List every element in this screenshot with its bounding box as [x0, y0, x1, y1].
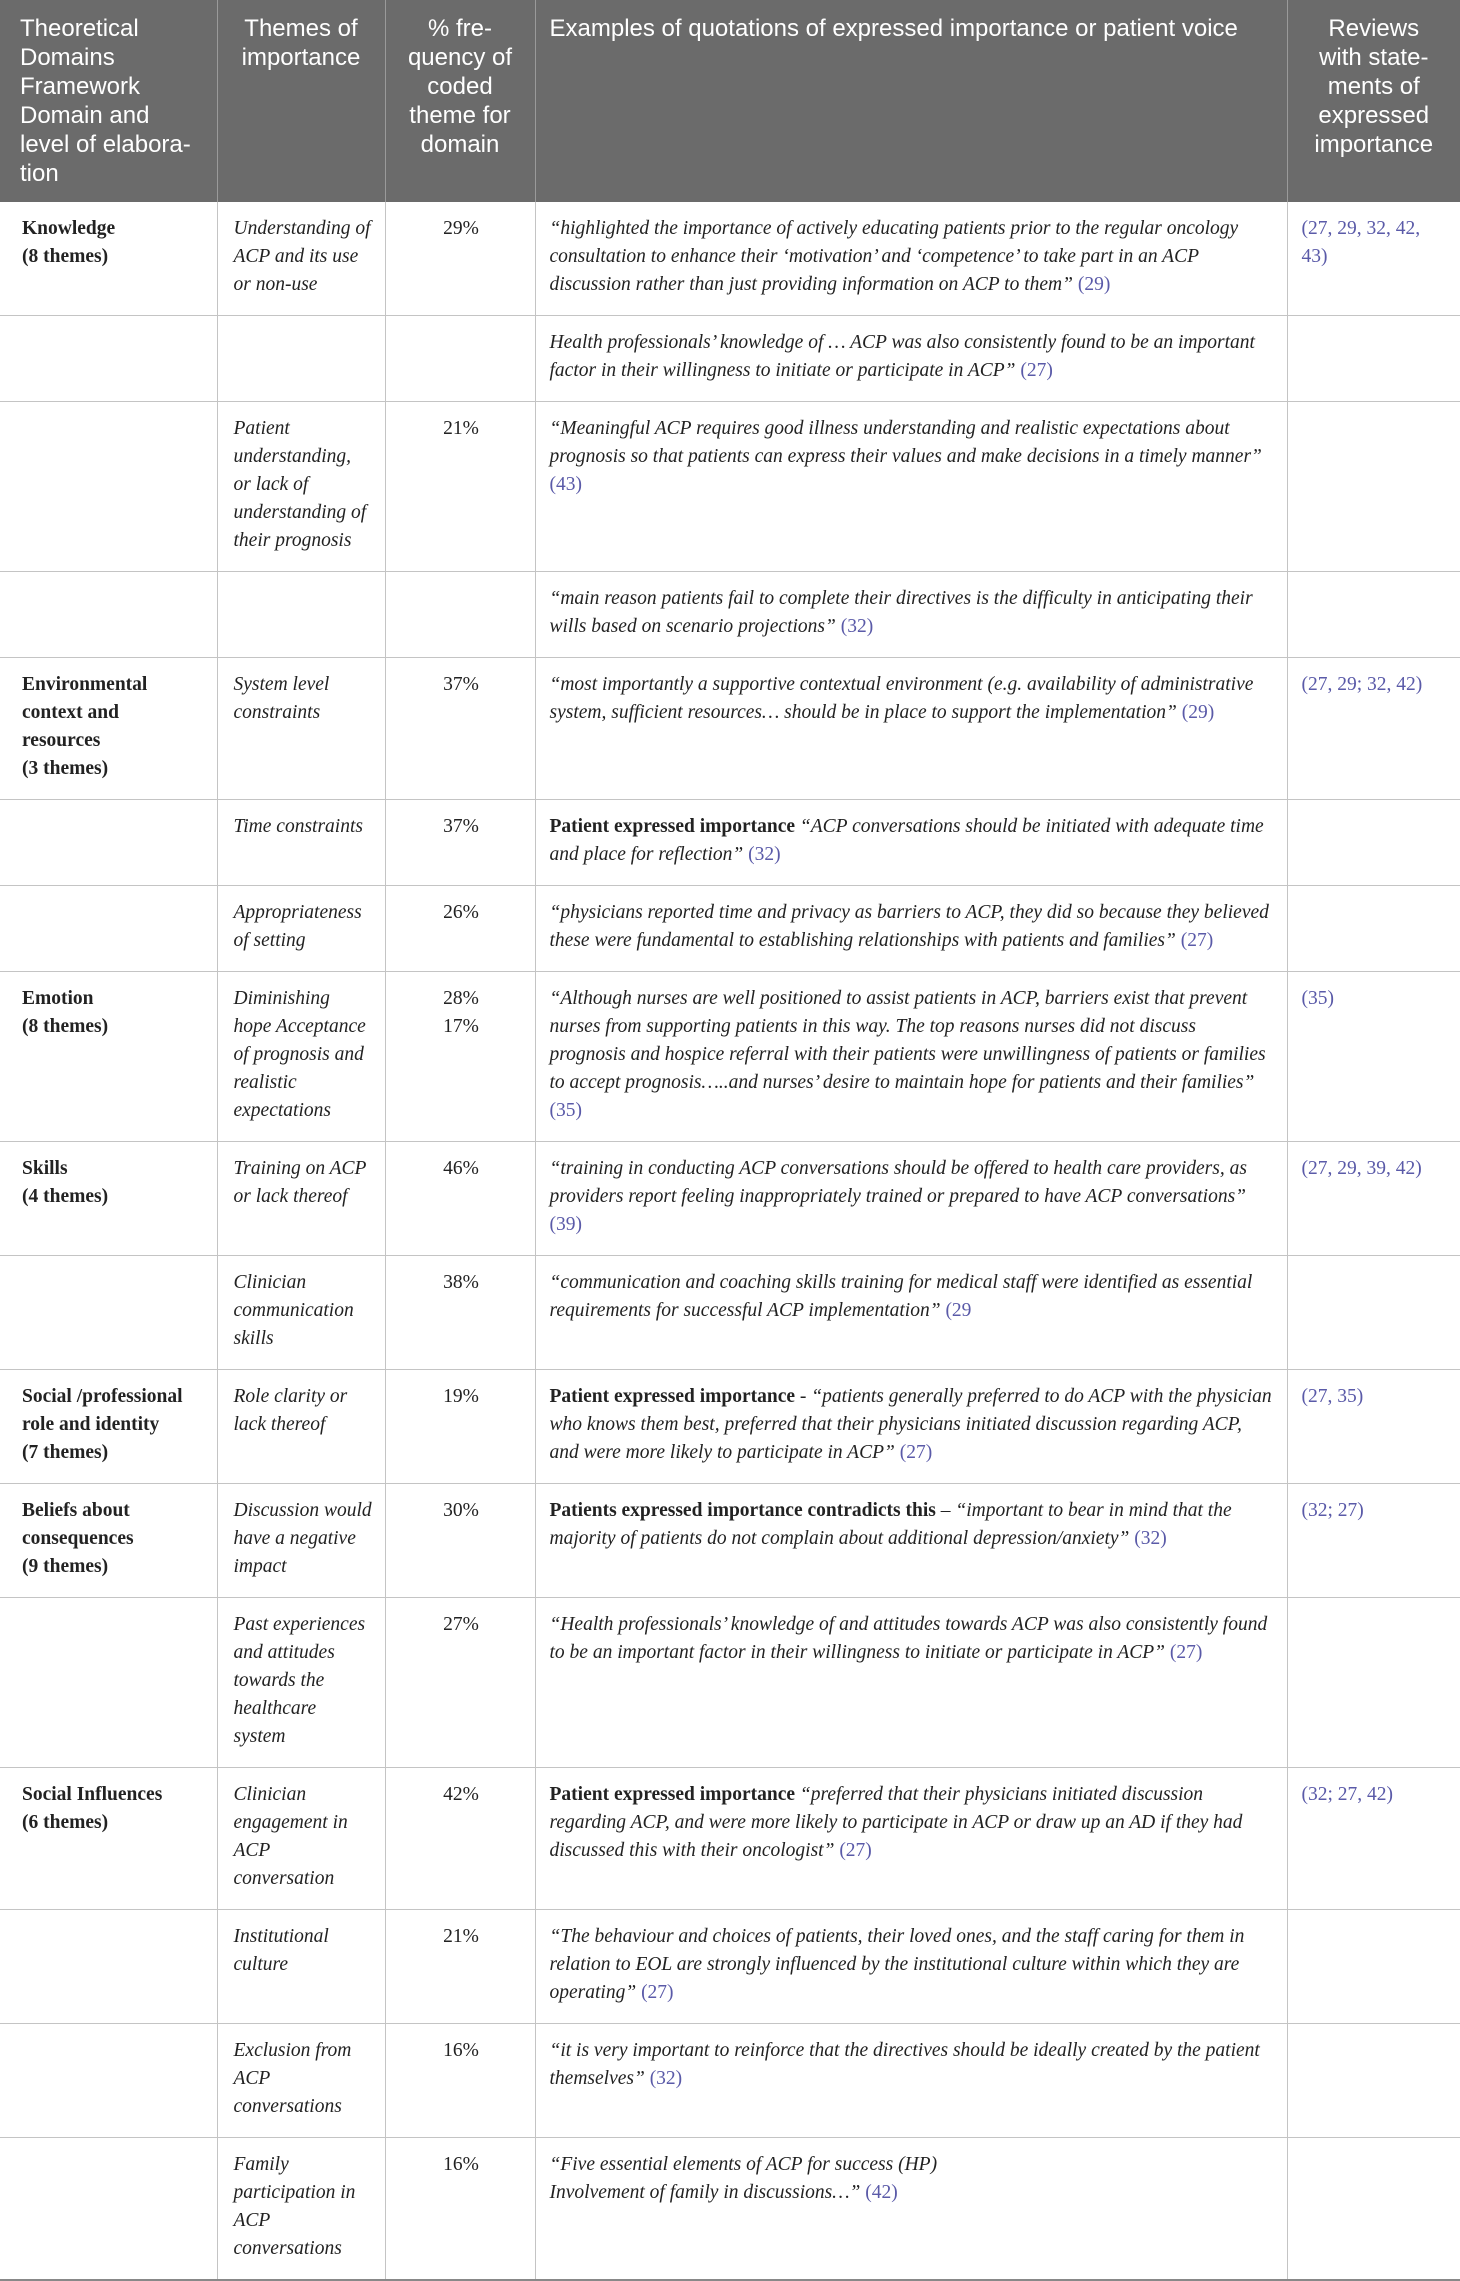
frequency-cell — [385, 2024, 535, 2138]
reviews-cell — [1287, 316, 1460, 402]
table-row — [0, 886, 1460, 972]
quotation-cell — [535, 2024, 1287, 2138]
table-row — [0, 316, 1460, 402]
reviews-cell — [1287, 572, 1460, 658]
quote-prefix: Patient expressed importance — [549, 1784, 796, 1805]
reviews-cell — [1287, 1768, 1460, 1910]
reviews-cell — [1287, 800, 1460, 886]
domain-cell — [0, 658, 217, 800]
header-line: Theoretical — [20, 15, 139, 42]
frequency-value: 42% — [443, 1784, 479, 1805]
quotation-cell — [535, 2138, 1287, 2281]
frequency-value: 37% — [443, 674, 479, 695]
frequency-cell — [385, 2138, 535, 2281]
header-themes — [217, 0, 385, 202]
quote-text: “highlighted the importance of actively educating patients prior to the regular oncology consultation to enhance their ‘motivation’ and ‘competence’ to take part in an ACP discussion rather than just providing information on ACP to them” — [549, 218, 1239, 295]
domain-cell — [0, 1484, 217, 1598]
frequency-cell — [385, 572, 535, 658]
quote-text: “most importantly a supportive contextual environment (e.g. availability of administrative system, sufficient resources… should be in place to support the implementation” — [549, 674, 1254, 723]
reviews-cell — [1287, 1910, 1460, 2024]
quote-prefix: Patients expressed importance contradicts this — [549, 1500, 936, 1521]
header-line: theme for — [409, 102, 511, 129]
frequency-value: 29% — [443, 218, 479, 239]
header-line: tion — [20, 160, 59, 187]
header-line: Framework — [20, 73, 141, 100]
reviews-citations: (35) — [1301, 988, 1334, 1009]
quotation-cell — [535, 1910, 1287, 2024]
domain-line: (4 themes) — [22, 1186, 109, 1207]
table-row — [0, 1370, 1460, 1484]
frequency-cell — [385, 886, 535, 972]
domain-line: Environmental — [22, 674, 148, 695]
frequency-cell — [385, 800, 535, 886]
reviews-cell — [1287, 886, 1460, 972]
domain-line: Social /professional — [22, 1386, 183, 1407]
theme-cell: Clinician communication skills — [217, 1256, 385, 1370]
reviews-cell — [1287, 1256, 1460, 1370]
frequency-cell — [385, 1256, 535, 1370]
reviews-cell — [1287, 658, 1460, 800]
quote-prefix: Patient expressed importance — [549, 1386, 796, 1407]
domain-cell — [0, 1910, 217, 2024]
header-line: Domains — [20, 44, 115, 71]
quote-text: “The behaviour and choices of patients, their loved ones, and the staff caring for them in relation to EOL are strongly influenced by the institutional culture within which they are operating” — [549, 1926, 1245, 2003]
frequency-value: 27% — [443, 1614, 479, 1635]
reviews-citations: (27, 29, 39, 42) — [1301, 1158, 1422, 1179]
header-line: domain — [420, 131, 500, 158]
domain-line: (8 themes) — [22, 246, 109, 267]
header-line: Themes of — [244, 15, 358, 42]
reviews-cell — [1287, 1370, 1460, 1484]
quote-text: – “important to bear in mind that the majority of patients do not complain about additional depression/anxiety” — [549, 1500, 1232, 1549]
domain-line: Knowledge — [22, 218, 116, 239]
table-row — [0, 1598, 1460, 1768]
quote-citation: (32) — [649, 2068, 683, 2089]
quote-citation: (27) — [839, 1840, 872, 1861]
theme-cell: Time constraints — [217, 800, 385, 886]
domain-cell — [0, 1370, 217, 1484]
quote-text: “preferred that their physicians initiated discussion regarding ACP, and were more likely to participate in ACP or draw up an AD if they had discussed this with their oncologist” — [549, 1784, 1243, 1861]
theme-cell: Clinician engagement in ACP conversation — [217, 1768, 385, 1910]
quote-citation: (27) — [1180, 930, 1214, 951]
quote-text: Health professionals’ knowledge of … ACP was also consistently found to be an important factor in their willingness to initiate or participate in ACP” — [549, 332, 1255, 381]
domain-line: consequences — [22, 1528, 134, 1549]
quote-citation: (27) — [1169, 1642, 1203, 1663]
quote-text: “training in conducting ACP conversations should be offered to health care providers, as providers report feeling inappropriately trained or prepared to have ACP conversations” — [549, 1158, 1247, 1207]
reviews-citations: (27, 29, 32, 42, 43) — [1301, 218, 1421, 267]
frequency-cell — [385, 1142, 535, 1256]
frequency-cell — [385, 316, 535, 402]
domain-line: resources — [22, 730, 101, 751]
reviews-cell — [1287, 202, 1460, 316]
header-line: coded — [427, 73, 493, 100]
header-line: level of elabora- — [20, 131, 191, 158]
frequency-value: 16% — [443, 2040, 479, 2061]
domain-line: Beliefs about — [22, 1500, 130, 1521]
reviews-citations: (32; 27) — [1301, 1500, 1364, 1521]
table-row — [0, 2138, 1460, 2281]
quote-text: “it is very important to reinforce that the directives should be ideally created by the patient themselves” — [549, 2040, 1260, 2089]
quote-citation: (32) — [1134, 1528, 1167, 1549]
header-line: importance — [1314, 131, 1434, 158]
quote-text: “communication and coaching skills training for medical staff were identified as essential requirements for successful ACP implementation” — [549, 1272, 1253, 1321]
frequency-value: 17% — [443, 1016, 479, 1037]
theme-cell: System level constraints — [217, 658, 385, 800]
quote-text: “ACP conversations should be initiated with adequate time and place for reflection” — [549, 816, 1264, 865]
domain-line: (8 themes) — [22, 1016, 109, 1037]
theme-cell: Role clarity or lack thereof — [217, 1370, 385, 1484]
frequency-value: 19% — [443, 1386, 479, 1407]
table-row — [0, 1484, 1460, 1598]
domain-cell — [0, 886, 217, 972]
header-frequency — [385, 0, 535, 202]
theme-cell: Family participation in ACP conversations — [217, 2138, 385, 2281]
domain-line: context and — [22, 702, 119, 723]
reviews-citations: (27, 29; 32, 42) — [1301, 674, 1423, 695]
frequency-cell — [385, 658, 535, 800]
domain-cell — [0, 1598, 217, 1768]
domain-line: (6 themes) — [22, 1812, 109, 1833]
domain-cell — [0, 972, 217, 1142]
reviews-cell — [1287, 1484, 1460, 1598]
domain-line: (3 themes) — [22, 758, 109, 779]
header-line: % fre- — [427, 15, 492, 42]
reviews-cell — [1287, 2024, 1460, 2138]
domain-cell — [0, 402, 217, 572]
quote-citation: (39) — [549, 1214, 582, 1235]
domain-cell — [0, 1768, 217, 1910]
domain-line: Skills — [22, 1158, 68, 1179]
quote-citation: (42) — [865, 2182, 898, 2203]
header-domain — [0, 0, 217, 202]
frequency-value: 26% — [443, 902, 479, 923]
table-row — [0, 1910, 1460, 2024]
quote-citation: (29) — [1077, 274, 1111, 295]
theme-cell: Appropriateness of setting — [217, 886, 385, 972]
table-row — [0, 572, 1460, 658]
domain-cell — [0, 2138, 217, 2281]
reviews-cell — [1287, 402, 1460, 572]
header-line: ments of — [1327, 73, 1420, 100]
quote-text: “Health professionals’ knowledge of and attitudes towards ACP was also consistently found to be an important factor in their willingness to initiate or participate in ACP” — [549, 1614, 1268, 1663]
frequency-cell — [385, 202, 535, 316]
quotation-cell — [535, 316, 1287, 402]
domain-cell — [0, 1142, 217, 1256]
quote-text: “main reason patients fail to complete their directives is the difficulty in anticipating their wills based on scenario projections” — [549, 588, 1253, 637]
quote-text: “Meaningful ACP requires good illness understanding and realistic expectations about prognosis so that patients can express their values and make decisions in a timely manner” — [549, 418, 1262, 467]
domain-line: (7 themes) — [22, 1442, 109, 1463]
quote-text: Involvement of family in discussions…” — [549, 2182, 861, 2203]
frequency-cell — [385, 402, 535, 572]
table-row — [0, 2024, 1460, 2138]
table-row — [0, 658, 1460, 800]
table-row — [0, 800, 1460, 886]
header-reviews — [1287, 0, 1460, 202]
quote-prefix: Patient expressed importance — [549, 816, 796, 837]
quote-citation: (27) — [899, 1442, 933, 1463]
domain-line: Social Influences — [22, 1784, 163, 1805]
quote-citation: (43) — [549, 474, 582, 495]
theme-cell: Institutional culture — [217, 1910, 385, 2024]
frequency-value: 38% — [443, 1272, 479, 1293]
header-quotations — [535, 0, 1287, 202]
frequency-value: 37% — [443, 816, 479, 837]
reviews-cell — [1287, 1142, 1460, 1256]
quotation-cell — [535, 402, 1287, 572]
quote-text: - “patients generally preferred to do ACP with the physician who knows them best, preferred that their physicians initiated discussion regarding ACP, and were more likely to participate in ACP” — [549, 1386, 1272, 1463]
theme-cell: Diminishing hope Acceptance of prognosis and realistic expectations — [217, 972, 385, 1142]
table-row — [0, 402, 1460, 572]
domain-line: Emotion — [22, 988, 94, 1009]
frequency-value: 46% — [443, 1158, 479, 1179]
quotation-cell — [535, 1256, 1287, 1370]
quotation-cell — [535, 1484, 1287, 1598]
frequency-cell — [385, 1598, 535, 1768]
quotation-cell — [535, 1768, 1287, 1910]
theme-cell — [217, 572, 385, 658]
table-row — [0, 1142, 1460, 1256]
quote-text: “physicians reported time and privacy as barriers to ACP, they did so because they believed these were fundamental to establishing relationships with patients and families” — [549, 902, 1269, 951]
reviews-citations: (27, 35) — [1301, 1386, 1364, 1407]
header-line: with state- — [1319, 44, 1429, 71]
domain-cell — [0, 202, 217, 316]
frequency-cell — [385, 1910, 535, 2024]
frequency-value: 16% — [443, 2154, 479, 2175]
domain-line: (9 themes) — [22, 1556, 109, 1577]
quotation-cell — [535, 572, 1287, 658]
reviews-cell — [1287, 1598, 1460, 1768]
reviews-cell — [1287, 2138, 1460, 2281]
quotation-cell — [535, 886, 1287, 972]
quote-text: “Five essential elements of ACP for success (HP) — [549, 2154, 938, 2175]
theme-cell: Training on ACP or lack thereof — [217, 1142, 385, 1256]
quotation-cell — [535, 972, 1287, 1142]
theme-cell: Discussion would have a negative impact — [217, 1484, 385, 1598]
frequency-value: 30% — [443, 1500, 479, 1521]
domain-cell — [0, 572, 217, 658]
header-row — [0, 0, 1460, 202]
quote-citation: (29) — [1181, 702, 1215, 723]
theme-cell: Exclusion from ACP conversations — [217, 2024, 385, 2138]
frequency-cell — [385, 1370, 535, 1484]
reviews-citations: (32; 27, 42) — [1301, 1784, 1394, 1805]
quotation-cell — [535, 1370, 1287, 1484]
header-line: Examples of quotations of expressed importance or patient voice — [549, 15, 1238, 42]
domain-cell — [0, 2024, 217, 2138]
table-row — [0, 202, 1460, 316]
theme-cell: Past experiences and attitudes towards the healthcare system — [217, 1598, 385, 1768]
quotation-cell — [535, 202, 1287, 316]
table-row — [0, 972, 1460, 1142]
quotation-cell — [535, 1598, 1287, 1768]
quotation-cell — [535, 800, 1287, 886]
quotation-cell — [535, 1142, 1287, 1256]
reviews-cell — [1287, 972, 1460, 1142]
theme-cell: Patient understanding, or lack of understanding of their prognosis — [217, 402, 385, 572]
frequency-value: 28% — [443, 988, 479, 1009]
quote-citation: (27) — [641, 1982, 674, 2003]
table-row — [0, 1768, 1460, 1910]
quote-citation: (29 — [945, 1300, 972, 1321]
domain-cell — [0, 316, 217, 402]
domain-cell — [0, 1256, 217, 1370]
quote-citation: (32) — [840, 616, 874, 637]
frequency-value: 21% — [443, 418, 479, 439]
quote-citation: (35) — [549, 1100, 582, 1121]
header-line: quency of — [407, 44, 513, 71]
quotation-cell — [535, 658, 1287, 800]
frequency-value: 21% — [443, 1926, 479, 1947]
frequency-cell — [385, 972, 535, 1142]
quote-citation: (27) — [1020, 360, 1053, 381]
header-line: Reviews — [1328, 15, 1420, 42]
header-line: expressed — [1318, 102, 1430, 129]
frequency-cell — [385, 1484, 535, 1598]
table-row — [0, 1256, 1460, 1370]
theme-cell: Understanding of ACP and its use or non-use — [217, 202, 385, 316]
theme-cell — [217, 316, 385, 402]
domain-line: role and identity — [22, 1414, 160, 1435]
quote-text: “Although nurses are well positioned to assist patients in ACP, barriers exist that prevent nurses from supporting patients in this way. The top reasons nurses did not discuss prognosis and hospice referral with their patients were unwillingness of patients or families to accept prognosis…..and nurses’ desire to maintain hope for patients and their families” — [549, 988, 1266, 1093]
header-line: importance — [241, 44, 361, 71]
quote-citation: (32) — [748, 844, 781, 865]
domain-cell — [0, 800, 217, 886]
frequency-cell — [385, 1768, 535, 1910]
header-line: Domain and — [20, 102, 150, 129]
